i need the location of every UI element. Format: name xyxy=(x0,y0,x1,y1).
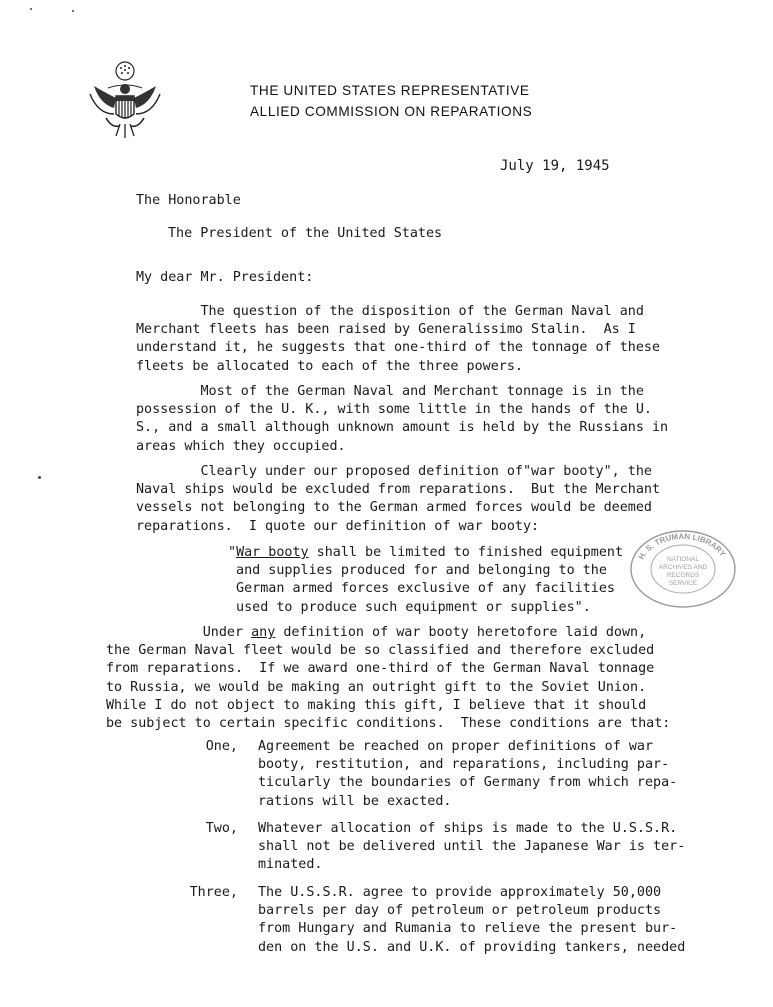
paragraph-1: The question of the disposition of the German Naval and Merchant fleets has been raised by Generalissimo Stalin. As I understand it, he suggests that one-third of the tonnage of these fleets be allocated to each of the three powers. xyxy=(136,304,661,374)
paragraph-3: Clearly under our proposed definition of"war booty", the Naval ships would be excluded from reparations. But the Merchant vessels not belonging to the German armed forces would be deemed reparations. I quote our definition of war booty: xyxy=(136,464,661,534)
war-booty-definition-quote xyxy=(228,544,623,617)
condition-2-label: Two, xyxy=(205,821,238,836)
stamp-center-line-3: RECORDS xyxy=(666,572,700,579)
condition-3-label: Three, xyxy=(189,885,238,900)
salutation: My dear Mr. President: xyxy=(136,270,314,285)
quote-open-mark: " xyxy=(228,545,237,560)
letter-date: July 19, 1945 xyxy=(500,158,610,174)
stamp-center-line-1: NATIONAL xyxy=(666,556,700,563)
paragraph-4-start: Under xyxy=(202,625,252,640)
address-line-1: The Honorable xyxy=(136,193,241,208)
library-stamp xyxy=(627,527,739,611)
stamp-center-line-4: SERVICE xyxy=(668,580,698,587)
scan-speck xyxy=(30,8,32,10)
scan-speck xyxy=(72,10,74,12)
quote-line-3: German armed forces exclusive of any facilities xyxy=(228,581,615,597)
quote-line-4: used to produce such equipment or supplies". xyxy=(228,599,591,615)
paragraph-4-line-1: definition of war booty heretofore laid down, xyxy=(275,625,647,640)
quote-line-1: shall be limited to finished equipment xyxy=(308,545,624,560)
condition-2-text: Whatever allocation of ships is made to the U.S.S.R. shall not be delivered until the Japanese War is ter- minated. xyxy=(258,821,686,873)
letterhead-line-1: THE UNITED STATES REPRESENTATIVE xyxy=(250,83,530,98)
condition-3-text: The U.S.S.R. agree to provide approximately 50,000 barrels per day of petroleum or petroleum products from Hungary and Rumania to relieve the present bur- den on the U.S. and U.K. of providing tankers, needed xyxy=(258,885,686,955)
letterhead-line-2: ALLIED COMMISSION ON REPARATIONS xyxy=(250,104,533,119)
quote-term: War booty xyxy=(236,545,309,560)
condition-1-label: One, xyxy=(205,739,238,754)
stamp-ring-text: H. S. TRUMAN LIBRARY xyxy=(636,531,728,562)
paragraph-4-rest: the German Naval fleet would be so classified and therefore excluded from reparations. If we award one-third of the German Naval tonnage to Russia, we would be making an outright gift to the Soviet Union. While I do not object to making this gift, I believe that it should be subject to certain specific conditions. These conditions are that: xyxy=(106,643,671,732)
great-seal-eagle-icon xyxy=(86,58,164,142)
letterhead xyxy=(250,80,532,122)
paragraph-2: Most of the German Naval and Merchant tonnage is in the possession of the U. K., with some little in the hands of the U. S., and a small although unknown amount is held by the Russians in areas which they occupied. xyxy=(136,384,669,454)
paragraph-4 xyxy=(106,624,706,733)
condition-1-text: Agreement be reached on proper definitions of war booty, restitution, and reparations, including par- ticularly the boundaries of Germany from which repa- rations will be exacted. xyxy=(258,739,678,809)
address-line-2: The President of the United States xyxy=(168,226,443,241)
scan-speck xyxy=(38,476,41,479)
quote-line-2: and supplies produced for and belonging to the xyxy=(228,563,607,579)
stamp-center-line-2: ARCHIVES AND xyxy=(658,564,708,571)
paragraph-4-emphasis: any xyxy=(251,625,276,640)
